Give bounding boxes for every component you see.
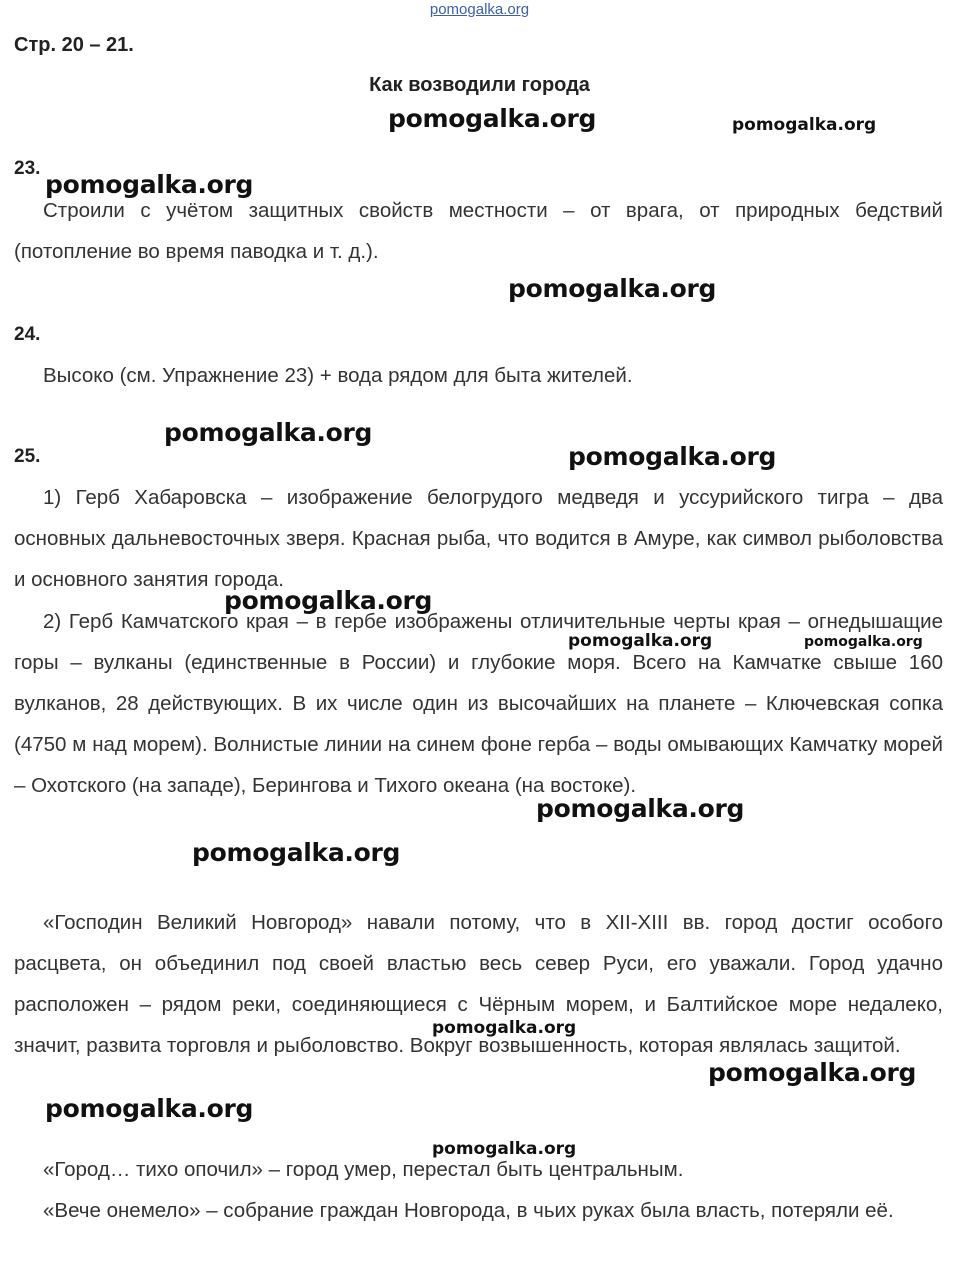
exercise-23-text: Строили с учётом защитных свойств местности – от врага, от природных бедствий (потопление во время паводка и т. д.). — [14, 199, 943, 263]
exercise-25-paragraph-1: 1) Герб Хабаровска – изображение белогрудого медведя и уссурийского тигра – два основных дальневосточных зверя. Красная рыба, что водится в Амуре, как символ рыболовства и основного занятия города. — [14, 486, 943, 591]
exercise-25-number: 25. — [14, 446, 41, 467]
watermark-text: pomogalka.org — [804, 634, 923, 650]
novgorod-paragraph-3: «Вече онемело» – собрание граждан Новгорода, в чьих руках была власть, потеряли её. — [43, 1199, 894, 1222]
watermark-text: pomogalka.org — [432, 1139, 577, 1159]
exercise-24-text: Высоко (см. Упражнение 23) + вода рядом для быта жителей. — [43, 364, 633, 387]
watermark-text: pomogalka.org — [536, 794, 745, 823]
exercise-23-number: 23. — [14, 158, 41, 179]
watermark-text: pomogalka.org — [224, 586, 433, 615]
watermark-text: pomogalka.org — [568, 631, 713, 651]
exercise-25-paragraph-2: 2) Герб Камчатского края – в гербе изображены отличительные черты края – огнедышащие горы – вулканы (единственные в России) и глубокие моря. Всего на Камчатке свыше 160 вулканов, 28 действующих. В их числе один из высочайших на планете – Ключевская сопка (4750 м над морем). Волнистые линии на синем фоне герба – воды омывающих Камчатку морей – Охотского (на западе), Берингова и Тихого океана (на востоке). — [14, 610, 943, 797]
watermark-text: pomogalka.org — [508, 274, 717, 303]
watermark-text: pomogalka.org — [708, 1058, 917, 1087]
watermark-text: pomogalka.org — [192, 838, 401, 867]
site-header-link[interactable]: pomogalka.org — [429, 1, 530, 18]
watermark-text: pomogalka.org — [732, 115, 877, 135]
exercise-24-number: 24. — [14, 324, 41, 345]
page-title: Как возводили города — [369, 74, 590, 96]
watermark-text: pomogalka.org — [388, 104, 597, 133]
watermark-text: pomogalka.org — [568, 442, 777, 471]
page-reference: Стр. 20 – 21. — [14, 34, 134, 56]
novgorod-paragraph-2: «Город… тихо опочил» – город умер, перестал быть центральным. — [43, 1158, 684, 1181]
watermark-text: pomogalka.org — [164, 418, 373, 447]
novgorod-paragraph-1: «Господин Великий Новгород» навали потому, что в XII-XIII вв. город достиг особого расцвета, он объединил под своей властью весь север Руси, его уважали. Город удачно расположен – рядом реки, соединяющиеся с Чёрным морем, и Балтийское море недалеко, значит, развита торговля и рыболовство. Вокруг возвышенность, которая являлась защитой. — [14, 911, 943, 1057]
watermark-text: pomogalka.org — [432, 1018, 577, 1038]
watermark-text: pomogalka.org — [45, 170, 254, 199]
watermark-text: pomogalka.org — [45, 1094, 254, 1123]
